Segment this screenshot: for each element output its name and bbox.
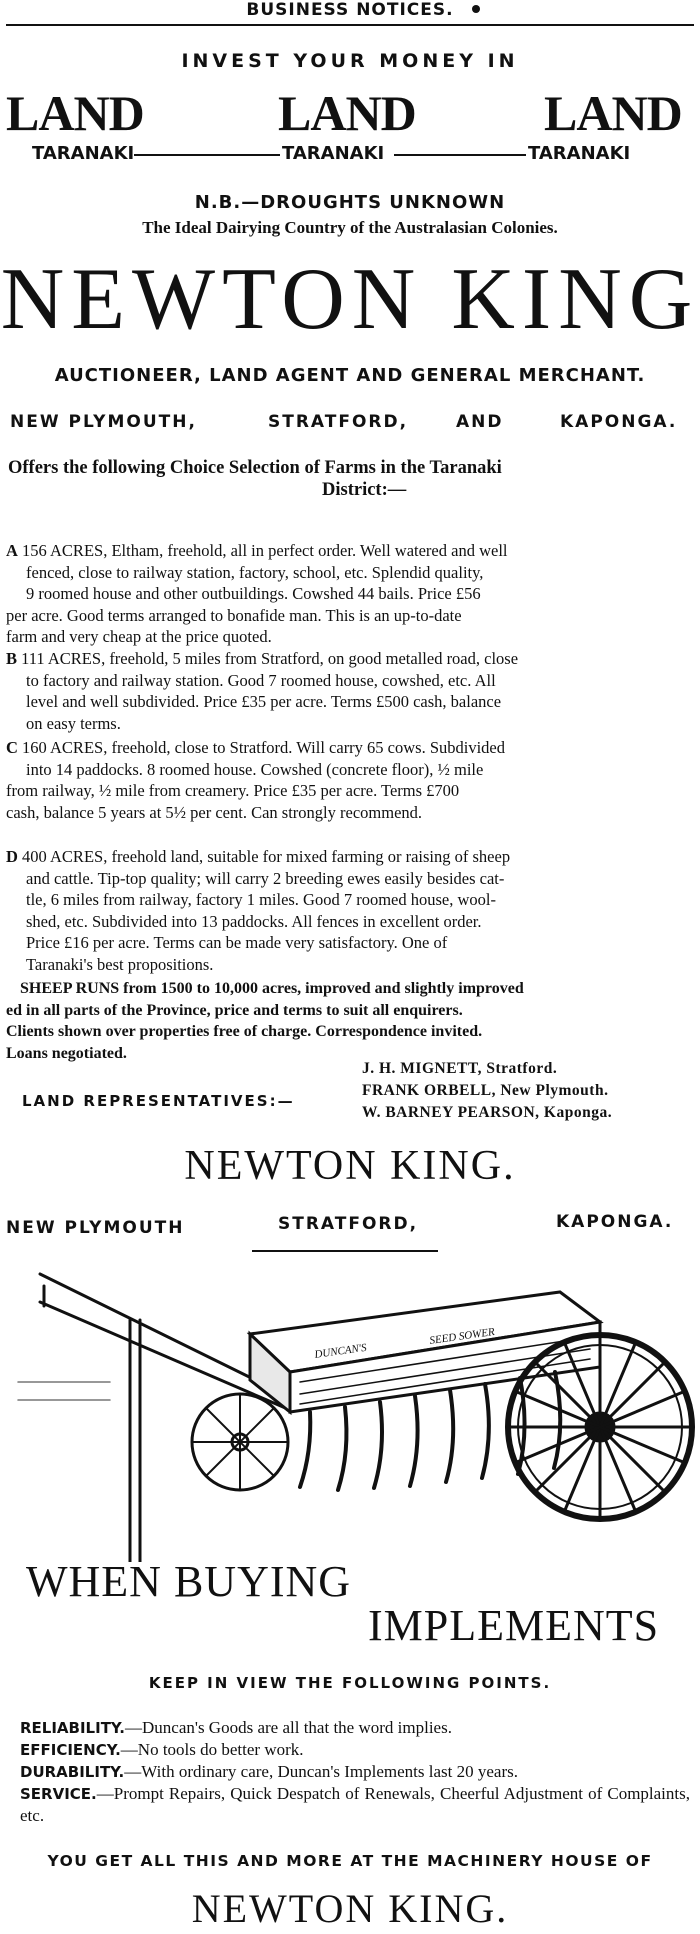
farm-d-line-4: shed, etc. Subdivided into 13 paddocks. All fences in excellent order.	[26, 911, 482, 931]
town-and: AND	[456, 412, 504, 432]
taranaki-dash-left	[134, 154, 280, 156]
offers-line-2: District:—	[322, 480, 407, 500]
point-durability-text: —With ordinary care, Duncan's Implements last 20 years.	[124, 1762, 518, 1781]
ad2-town-new-plymouth: NEW PLYMOUTH	[6, 1218, 185, 1238]
land-word-left: LAND	[6, 85, 144, 141]
point-reliability-text: —Duncan's Goods are all that the word implies.	[125, 1718, 452, 1737]
land-word-center: LAND	[278, 85, 416, 141]
invest-heading: INVEST YOUR MONEY IN	[181, 50, 519, 72]
farm-letter-b: B	[6, 649, 18, 668]
droughts-line: N.B.—DROUGHTS UNKNOWN	[194, 192, 506, 213]
point-service-text: —Prompt Repairs, Quick Despatch of Renewals, Cheerful Adjustment of Complaints, etc.	[20, 1784, 690, 1825]
point-efficiency-text: —No tools do better work.	[120, 1740, 304, 1759]
machine-label-seed-sower: SEED SOWER	[428, 1325, 496, 1347]
farm-listing-b	[6, 648, 686, 734]
role-line: AUCTIONEER, LAND AGENT AND GENERAL MERCHANT.	[54, 365, 646, 386]
stratford-underline	[252, 1250, 438, 1252]
farm-a-line-3: 9 roomed house and other outbuildings. Cowshed 44 bails. Price £56	[26, 584, 481, 603]
sheep-runs-paragraph	[6, 978, 686, 1064]
farm-d-line-2: and cattle. Tip-top quality; will carry 2 breeding ewes easily besides cat-	[26, 868, 505, 888]
farm-c-line-1: 160 ACRES, freehold, close to Stratford. Will carry 65 cows. Subdivided	[22, 738, 506, 757]
seed-sower-illustration	[0, 1262, 700, 1562]
you-get-line: YOU GET ALL THIS AND MORE AT THE MACHINERY HOUSE OF	[47, 1852, 653, 1870]
farm-letter-c: C	[6, 738, 18, 757]
farm-a-line-1: 156 ACRES, Eltham, freehold, all in perfect order. Well watered and well	[22, 541, 508, 560]
farm-d-line-1: 400 ACRES, freehold land, suitable for mixed farming or raising of sheep	[22, 847, 511, 866]
implements-heading: IMPLEMENTS	[368, 1601, 660, 1650]
offers-line-1: Offers the following Choice Selection of Farms in the Taranaki	[8, 458, 502, 478]
farm-letter-a: A	[6, 541, 18, 560]
farm-b-line-2: to factory and railway station. Good 7 roomed house, cowshed, etc. All	[26, 670, 496, 690]
footer-newton-king: NEWTON KING.	[191, 1886, 509, 1931]
farm-listing-a	[6, 540, 686, 648]
land-representatives-label: LAND REPRESENTATIVES:—	[22, 1092, 295, 1110]
farm-a-line-4: per acre. Good terms arranged to bonafide man. This is an up-to-date	[6, 605, 462, 625]
sheep-runs-line-3: Clients shown over properties free of charge. Correspondence invited.	[6, 1023, 483, 1040]
farm-c-line-3: from railway, ½ mile from creamery. Price £35 per acre. Terms £700	[6, 781, 460, 800]
sheep-runs-line-1: SHEEP RUNS from 1500 to 10,000 acres, improved and slightly improved	[20, 980, 524, 997]
newton-king-title: NEWTON KING	[0, 251, 700, 348]
farm-d-line-5: Price £16 per acre. Terms can be made very satisfactory. One of	[26, 933, 448, 952]
town-kaponga: KAPONGA.	[560, 412, 678, 432]
rep-orbell: FRANK ORBELL, New Plymouth.	[362, 1082, 609, 1099]
point-durability-term: DURABILITY.	[20, 1763, 125, 1781]
town-stratford: STRATFORD,	[268, 412, 409, 432]
section-header: BUSINESS NOTICES.	[246, 0, 454, 20]
point-service-term: SERVICE.	[20, 1785, 97, 1803]
farm-a-line-2: fenced, close to railway station, factory, school, etc. Splendid quality,	[26, 562, 484, 582]
point-service	[20, 1783, 690, 1827]
taranaki-dash-right	[394, 154, 526, 156]
header-bullet	[472, 5, 480, 13]
machine-label-duncans: DUNCAN'S	[313, 1341, 368, 1361]
newton-king-heading-2: NEWTON KING.	[184, 1143, 516, 1189]
ad2-town-kaponga: KAPONGA.	[556, 1212, 674, 1232]
farm-b-line-4: on easy terms.	[26, 713, 121, 733]
farm-c-line-4: cash, balance 5 years at 5½ per cent. Can strongly recommend.	[6, 802, 423, 822]
point-reliability-term: RELIABILITY.	[20, 1719, 126, 1737]
point-durability	[20, 1761, 690, 1783]
point-efficiency-term: EFFICIENCY.	[20, 1741, 121, 1759]
when-buying-heading: WHEN BUYING	[26, 1557, 352, 1606]
rep-pearson: W. BARNEY PEARSON, Kaponga.	[362, 1104, 613, 1121]
farm-listing-d	[6, 846, 686, 975]
rep-mignett: J. H. MIGNETT, Stratford.	[362, 1060, 558, 1077]
ideal-country-line: The Ideal Dairying Country of the Australasian Colonies.	[142, 218, 558, 237]
land-word-right: LAND	[544, 85, 682, 141]
farm-c-line-2: into 14 paddocks. 8 roomed house. Cowshed (concrete floor), ½ mile	[26, 759, 484, 779]
farm-d-line-6: Taranaki's best propositions.	[26, 954, 214, 974]
town-new-plymouth: NEW PLYMOUTH,	[10, 412, 197, 432]
header-rule	[6, 24, 694, 26]
sheep-runs-line-2: ed in all parts of the Province, price and terms to suit all enquirers.	[6, 1001, 463, 1019]
keep-in-view-line: KEEP IN VIEW THE FOLLOWING POINTS.	[148, 1674, 552, 1692]
farm-listing-c	[6, 737, 686, 823]
farm-a-line-5: farm and very cheap at the price quoted.	[6, 627, 272, 646]
farm-b-line-3: level and well subdivided. Price £35 per acre. Terms £500 cash, balance	[26, 692, 502, 711]
taranaki-right: TARANAKI	[528, 143, 631, 164]
taranaki-center: TARANAKI	[282, 143, 385, 164]
point-reliability	[20, 1717, 690, 1739]
point-efficiency	[20, 1739, 690, 1761]
taranaki-left: TARANAKI	[32, 143, 135, 164]
sheep-runs-line-4: Loans negotiated.	[6, 1044, 127, 1062]
farm-letter-d: D	[6, 847, 18, 866]
seed-sower-drawing	[0, 1262, 700, 1562]
ad2-town-stratford: STRATFORD,	[278, 1214, 419, 1234]
farm-d-line-3: tle, 6 miles from railway, factory 1 miles. Good 7 roomed house, wool-	[26, 890, 496, 909]
farm-b-line-1: 111 ACRES, freehold, 5 miles from Stratford, on good metalled road, close	[21, 649, 519, 668]
